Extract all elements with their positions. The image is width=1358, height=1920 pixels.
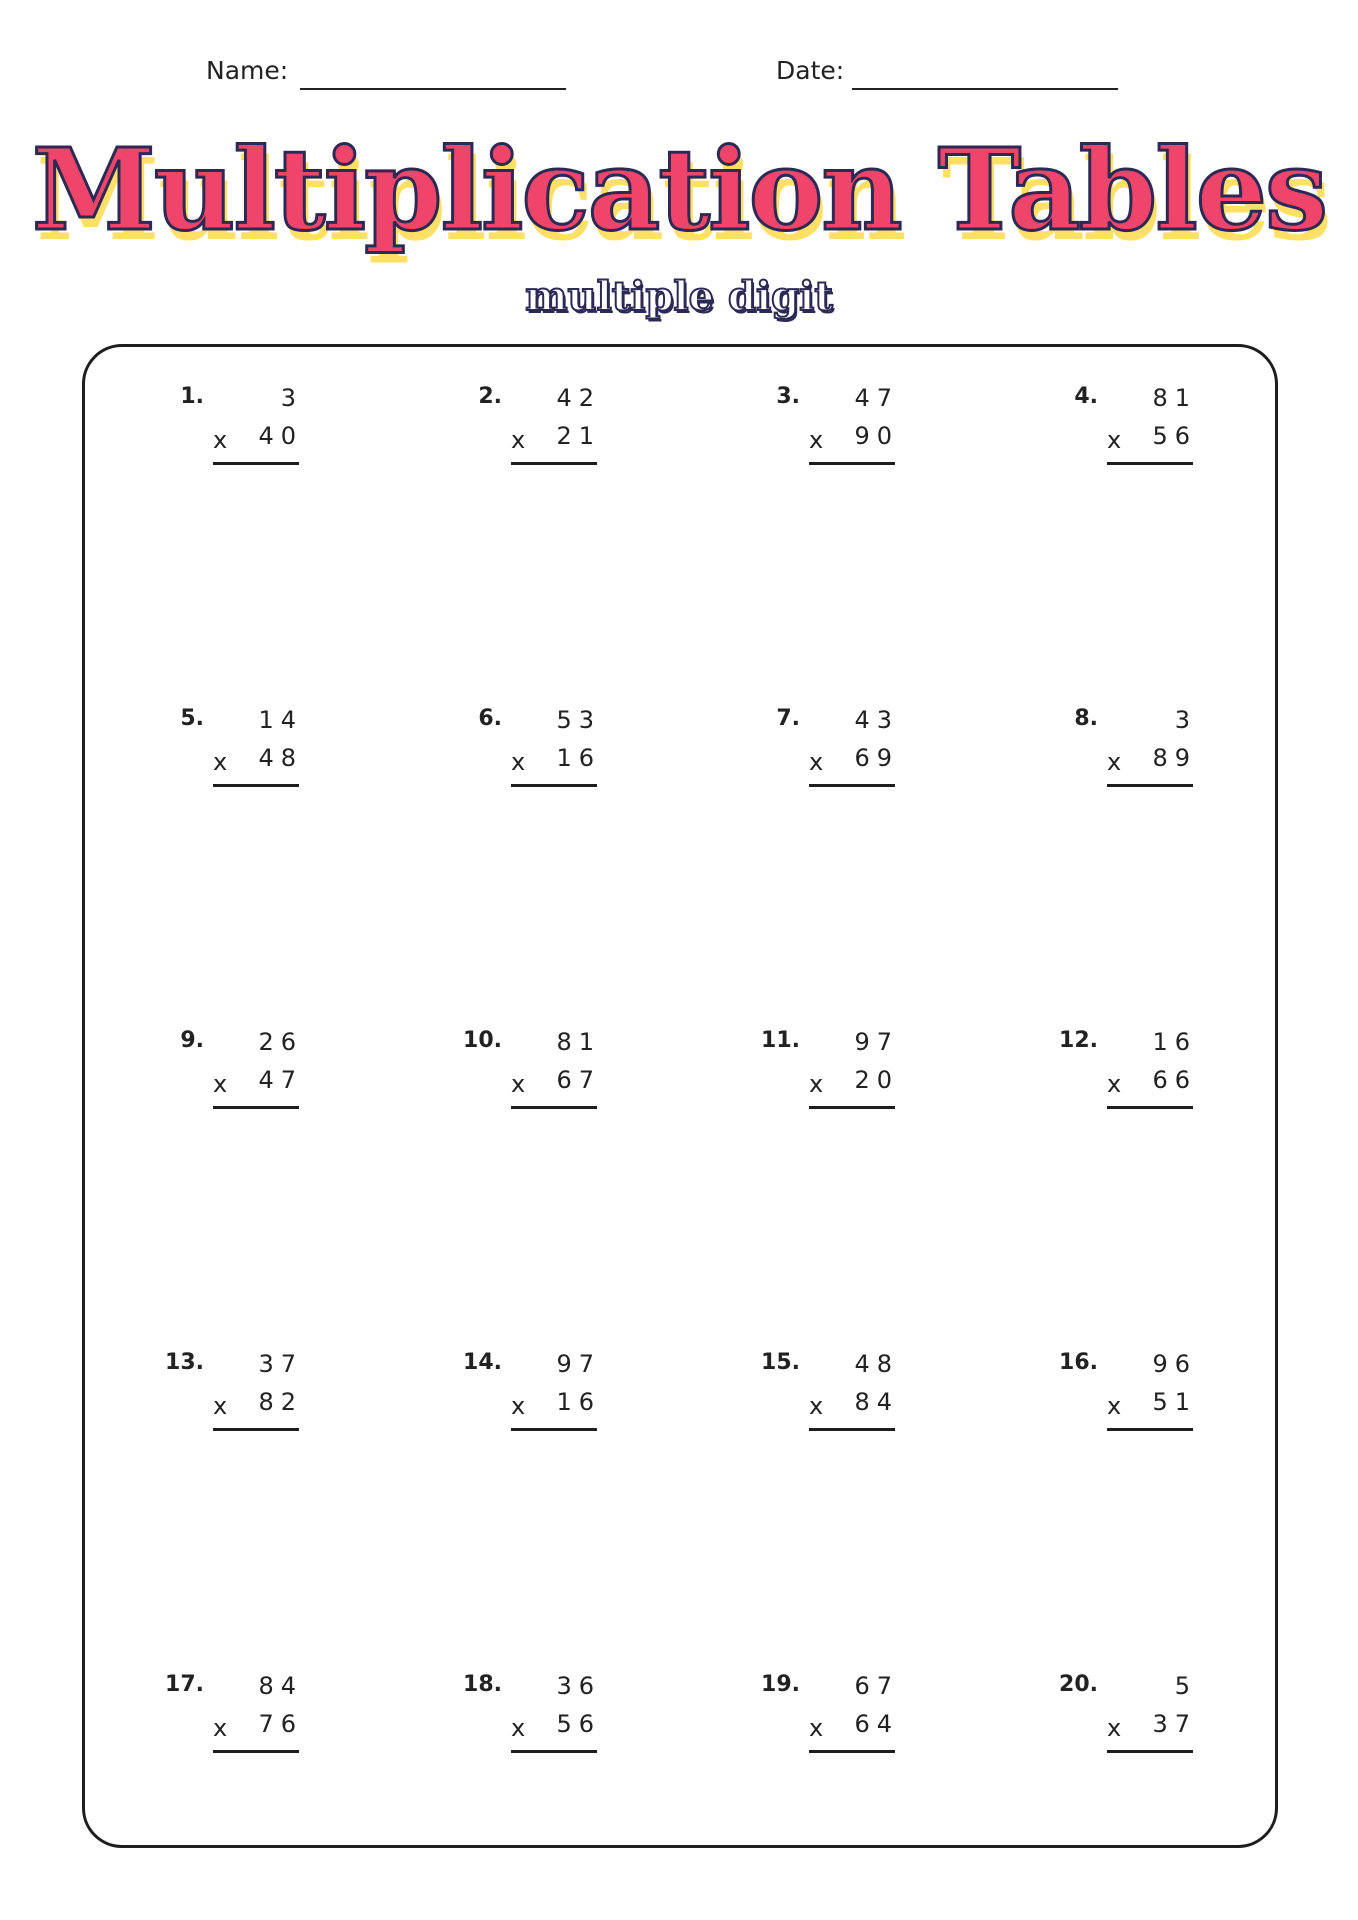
problem xyxy=(463,1350,601,1440)
problem xyxy=(1059,1028,1197,1118)
answer-line xyxy=(1107,1106,1193,1109)
problem-number: 16. xyxy=(1059,1350,1098,1375)
multiplicand: 84 xyxy=(258,1672,303,1700)
multiplicand: 81 xyxy=(1152,384,1197,412)
page-title: Multiplication Tables xyxy=(31,125,1327,256)
times-sign: x xyxy=(213,1070,228,1098)
problem xyxy=(772,706,899,796)
date-field[interactable] xyxy=(852,88,1118,90)
problem xyxy=(176,1028,303,1118)
multiplier: 64 xyxy=(854,1710,899,1738)
times-sign: x xyxy=(213,1714,228,1742)
problem-number: 19. xyxy=(761,1672,800,1697)
answer-line xyxy=(213,1106,299,1109)
problem xyxy=(165,1672,303,1762)
problem-number: 1. xyxy=(180,384,204,409)
problem xyxy=(165,1350,303,1440)
problem xyxy=(474,384,601,474)
multiplicand: 26 xyxy=(258,1028,303,1056)
problem-number: 15. xyxy=(761,1350,800,1375)
problem xyxy=(761,1028,899,1118)
problem-number: 17. xyxy=(165,1672,204,1697)
multiplicand: 53 xyxy=(556,706,601,734)
problem xyxy=(772,384,899,474)
times-sign: x xyxy=(1107,1070,1122,1098)
times-sign: x xyxy=(213,426,228,454)
problem xyxy=(1070,706,1197,796)
multiplier: 21 xyxy=(556,422,601,450)
times-sign: x xyxy=(1107,426,1122,454)
times-sign: x xyxy=(809,1070,824,1098)
multiplicand: 3 xyxy=(1174,706,1197,734)
problem-number: 6. xyxy=(478,706,502,731)
multiplier: 16 xyxy=(556,1388,601,1416)
multiplicand: 42 xyxy=(556,384,601,412)
answer-line xyxy=(809,784,895,787)
times-sign: x xyxy=(511,1070,526,1098)
multiplier: 47 xyxy=(258,1066,303,1094)
problem-number: 11. xyxy=(761,1028,800,1053)
answer-line xyxy=(809,462,895,465)
multiplicand: 67 xyxy=(854,1672,899,1700)
multiplicand: 36 xyxy=(556,1672,601,1700)
problem xyxy=(474,706,601,796)
name-field[interactable] xyxy=(300,88,566,90)
multiplier: 20 xyxy=(854,1066,899,1094)
multiplicand: 47 xyxy=(854,384,899,412)
answer-line xyxy=(511,1428,597,1431)
problem xyxy=(1059,1672,1197,1762)
times-sign: x xyxy=(809,1392,824,1420)
problem-number: 3. xyxy=(776,384,800,409)
multiplier: 69 xyxy=(854,744,899,772)
problem xyxy=(463,1672,601,1762)
problem-number: 18. xyxy=(463,1672,502,1697)
problem-number: 8. xyxy=(1074,706,1098,731)
multiplier: 56 xyxy=(556,1710,601,1738)
title-block xyxy=(0,125,1358,256)
problem xyxy=(1070,384,1197,474)
multiplicand: 16 xyxy=(1152,1028,1197,1056)
multiplier: 16 xyxy=(556,744,601,772)
times-sign: x xyxy=(1107,748,1122,776)
problem xyxy=(761,1350,899,1440)
name-label: Name: xyxy=(206,56,289,85)
date-label: Date: xyxy=(776,56,845,85)
times-sign: x xyxy=(809,426,824,454)
problem-number: 20. xyxy=(1059,1672,1098,1697)
times-sign: x xyxy=(213,1392,228,1420)
answer-line xyxy=(213,784,299,787)
problem xyxy=(761,1672,899,1762)
problem-number: 14. xyxy=(463,1350,502,1375)
times-sign: x xyxy=(511,1714,526,1742)
page-subtitle: multiple digit xyxy=(525,273,833,320)
problem-number: 12. xyxy=(1059,1028,1098,1053)
problem-number: 4. xyxy=(1074,384,1098,409)
times-sign: x xyxy=(511,426,526,454)
multiplier: 66 xyxy=(1152,1066,1197,1094)
subtitle-block xyxy=(0,273,1358,320)
problem-number: 9. xyxy=(180,1028,204,1053)
answer-line xyxy=(511,1750,597,1753)
times-sign: x xyxy=(213,748,228,776)
problem-number: 2. xyxy=(478,384,502,409)
multiplicand: 81 xyxy=(556,1028,601,1056)
answer-line xyxy=(511,784,597,787)
multiplicand: 97 xyxy=(556,1350,601,1378)
answer-line xyxy=(213,1428,299,1431)
multiplier: 56 xyxy=(1152,422,1197,450)
answer-line xyxy=(213,462,299,465)
multiplicand: 43 xyxy=(854,706,899,734)
multiplicand: 5 xyxy=(1174,1672,1197,1700)
multiplier: 67 xyxy=(556,1066,601,1094)
answer-line xyxy=(1107,1750,1193,1753)
multiplier: 90 xyxy=(854,422,899,450)
multiplier: 51 xyxy=(1152,1388,1197,1416)
problem-number: 7. xyxy=(776,706,800,731)
answer-line xyxy=(1107,784,1193,787)
problem xyxy=(176,706,303,796)
multiplier: 76 xyxy=(258,1710,303,1738)
multiplicand: 96 xyxy=(1152,1350,1197,1378)
times-sign: x xyxy=(511,748,526,776)
multiplicand: 3 xyxy=(280,384,303,412)
multiplier: 82 xyxy=(258,1388,303,1416)
multiplier: 40 xyxy=(258,422,303,450)
times-sign: x xyxy=(1107,1392,1122,1420)
answer-line xyxy=(1107,462,1193,465)
times-sign: x xyxy=(809,1714,824,1742)
answer-line xyxy=(213,1750,299,1753)
problem-number: 13. xyxy=(165,1350,204,1375)
answer-line xyxy=(809,1428,895,1431)
answer-line xyxy=(1107,1428,1193,1431)
multiplier: 48 xyxy=(258,744,303,772)
multiplier: 37 xyxy=(1152,1710,1197,1738)
answer-line xyxy=(809,1750,895,1753)
problem-number: 10. xyxy=(463,1028,502,1053)
times-sign: x xyxy=(511,1392,526,1420)
times-sign: x xyxy=(1107,1714,1122,1742)
answer-line xyxy=(809,1106,895,1109)
multiplicand: 48 xyxy=(854,1350,899,1378)
multiplier: 89 xyxy=(1152,744,1197,772)
answer-line xyxy=(511,462,597,465)
multiplier: 84 xyxy=(854,1388,899,1416)
problem xyxy=(1059,1350,1197,1440)
problem xyxy=(463,1028,601,1118)
multiplicand: 37 xyxy=(258,1350,303,1378)
multiplicand: 97 xyxy=(854,1028,899,1056)
multiplicand: 14 xyxy=(258,706,303,734)
problem xyxy=(176,384,303,474)
problem-number: 5. xyxy=(180,706,204,731)
times-sign: x xyxy=(809,748,824,776)
answer-line xyxy=(511,1106,597,1109)
